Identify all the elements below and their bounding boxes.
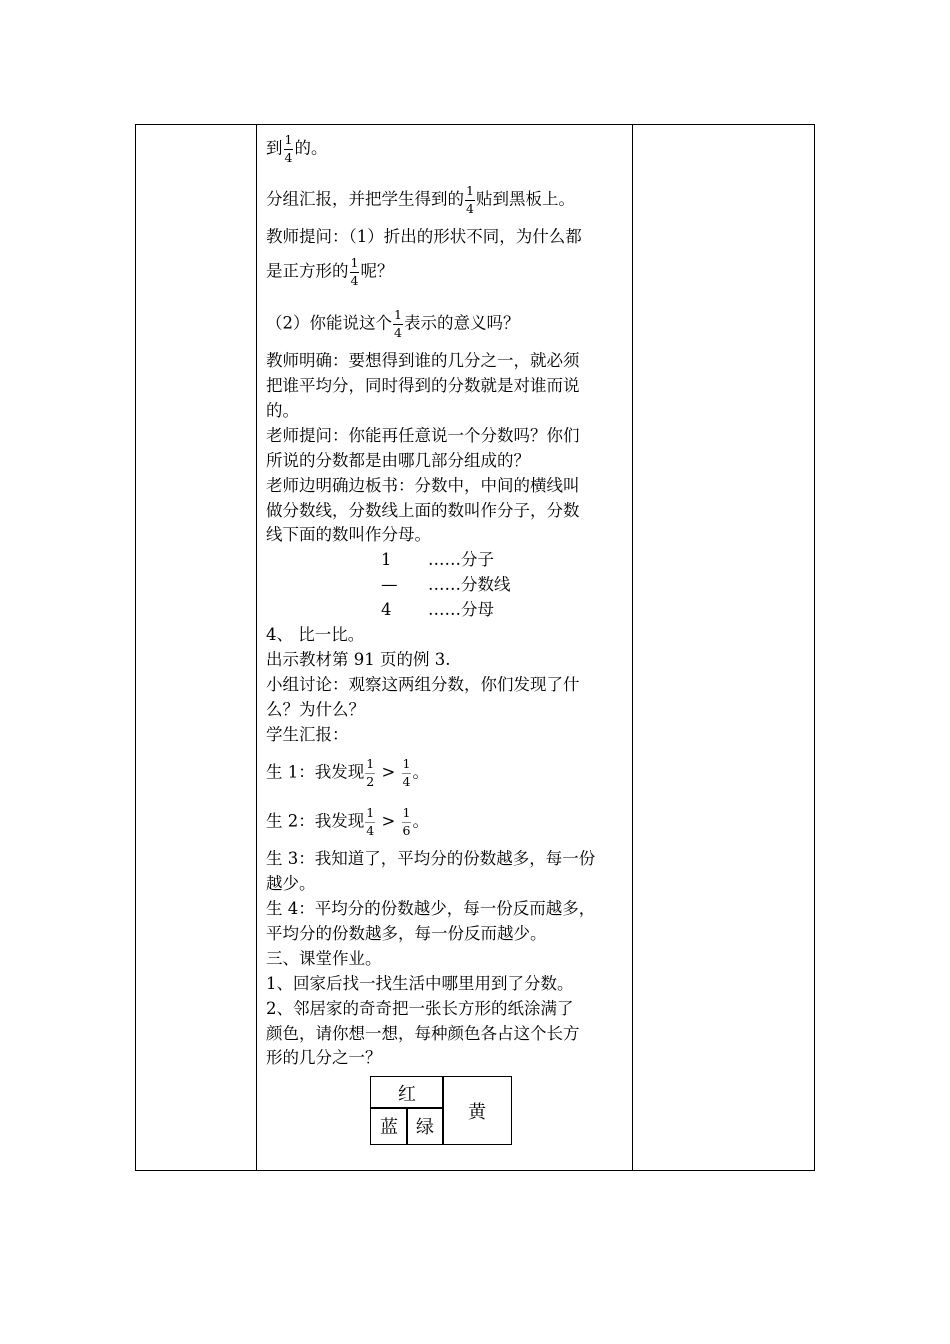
- text-segment: 。: [412, 762, 429, 782]
- text-segment: 是正方形的: [266, 261, 349, 281]
- label-blue: 蓝: [380, 1117, 398, 1138]
- fraction-denominator: 4: [394, 324, 402, 340]
- diagram-bar-label: ……分数线: [428, 575, 511, 594]
- text-line-19: [266, 758, 429, 788]
- fraction-one-quarter: [284, 134, 294, 164]
- text-segment: （2）你能说这个: [266, 313, 392, 333]
- fraction-denominator: 6: [402, 822, 411, 838]
- text-line-6: 教师明确：要想得到谁的几分之一，就必须: [266, 351, 580, 370]
- diagram-numerator: 1: [381, 550, 392, 569]
- text-line-11: 老师边明确边板书：分数中，中间的横线叫: [266, 476, 580, 495]
- region-blue: [370, 1107, 408, 1145]
- text-line-10: 所说的分数都是由哪几部分组成的？: [266, 451, 530, 470]
- text-line-21: 生 3：我知道了，平均分的份数越多，每一份: [266, 849, 596, 868]
- greater-than-sign: >: [381, 811, 396, 831]
- text-line-28: 颜色，请你想一想，每种颜色各占这个长方: [266, 1024, 580, 1043]
- diagram-bar: —: [381, 575, 398, 594]
- text-segment: 到: [266, 138, 283, 158]
- text-line-26: 1、回家后找一找生活中哪里用到了分数。: [266, 974, 574, 993]
- text-line-12: 做分数线，分数线上面的数叫作分子，分数: [266, 501, 580, 520]
- fraction-numerator: 1: [366, 756, 375, 771]
- colored-rectangle-figure: [370, 1076, 512, 1145]
- diagram-denominator: 4: [381, 600, 392, 619]
- text-line-23: 生 4：平均分的份数越少，每一份反而越多，: [266, 899, 596, 918]
- text-segment: 分组汇报，并把学生得到的: [266, 189, 464, 209]
- fraction-numerator: 1: [284, 132, 293, 147]
- fraction-numerator: 1: [366, 805, 375, 820]
- region-green: [406, 1107, 444, 1145]
- text-line-1: [266, 134, 327, 164]
- text-segment: 生 2：我发现: [266, 811, 365, 831]
- text-line-13: 线下面的数叫作分母。: [266, 525, 431, 544]
- text-line-22: 越少。: [266, 874, 316, 893]
- fraction-one-quarter: [465, 185, 475, 215]
- text-line-15: 出示教材第 91 页的例 3.: [266, 650, 451, 669]
- text-line-14: 4、 比一比。: [266, 625, 365, 644]
- label-yellow: 黄: [468, 1101, 486, 1123]
- greater-than-sign: >: [381, 762, 396, 782]
- text-line-24: 平均分的份数越多，每一份反而越少。: [266, 924, 547, 943]
- text-line-9: 老师提问：你能再任意说一个分数吗？你们: [266, 426, 580, 445]
- fraction-denominator: 2: [366, 773, 375, 789]
- text-line-18: 学生汇报：: [266, 725, 349, 744]
- fraction-numerator: 1: [402, 756, 411, 771]
- text-line-27: 2、邻居家的奇奇把一张长方形的纸涂满了: [266, 999, 574, 1018]
- column-divider-left: [256, 125, 257, 1170]
- fraction-numerator: 1: [466, 183, 474, 198]
- fraction-numerator: 1: [402, 805, 411, 820]
- text-line-17: 么？为什么？: [266, 700, 365, 719]
- text-line-20: [266, 807, 429, 837]
- fraction-one-quarter: [350, 257, 360, 287]
- label-green: 绿: [416, 1117, 434, 1138]
- text-line-25: 三、课堂作业。: [266, 949, 382, 968]
- text-line-8: 的。: [266, 401, 299, 420]
- fraction-one-half: [365, 758, 375, 788]
- fraction-denominator: 4: [366, 822, 375, 838]
- text-line-5: [266, 309, 519, 339]
- label-red: 红: [398, 1083, 416, 1105]
- text-line-3: 教师提问：（1）折出的形状不同，为什么都: [266, 227, 582, 246]
- fraction-one-quarter: [365, 807, 375, 837]
- fraction-numerator: 1: [350, 255, 359, 270]
- fraction-one-quarter: [402, 758, 412, 788]
- region-red: [370, 1076, 444, 1109]
- fraction-numerator: 1: [394, 307, 402, 322]
- text-line-7: 把谁平均分，同时得到的分数就是对谁而说: [266, 376, 580, 395]
- text-segment: 。: [412, 811, 429, 831]
- diagram-numerator-label: ……分子: [428, 550, 494, 569]
- fraction-denominator: 4: [284, 149, 293, 165]
- fraction-denominator: 4: [466, 200, 474, 216]
- text-segment: 的。: [294, 138, 328, 158]
- text-line-2: [266, 185, 575, 215]
- text-line-16: 小组讨论：观察这两组分数，你们发现了什: [266, 675, 580, 694]
- fraction-one-sixth: [402, 807, 412, 837]
- text-segment: 生 1：我发现: [266, 762, 365, 782]
- fraction-denominator: 4: [402, 773, 411, 789]
- fraction-one-quarter: [393, 309, 403, 339]
- diagram-denominator-label: ……分母: [428, 600, 494, 619]
- text-segment: 呢？: [360, 261, 394, 281]
- fraction-denominator: 4: [350, 272, 359, 288]
- text-line-29: 形的几分之一？: [266, 1048, 382, 1067]
- text-segment: 表示的意义吗？: [403, 313, 520, 333]
- column-divider-right: [632, 125, 633, 1170]
- text-segment: 贴到黑板上。: [475, 189, 575, 209]
- region-yellow: [442, 1076, 512, 1145]
- text-line-4: [266, 257, 393, 287]
